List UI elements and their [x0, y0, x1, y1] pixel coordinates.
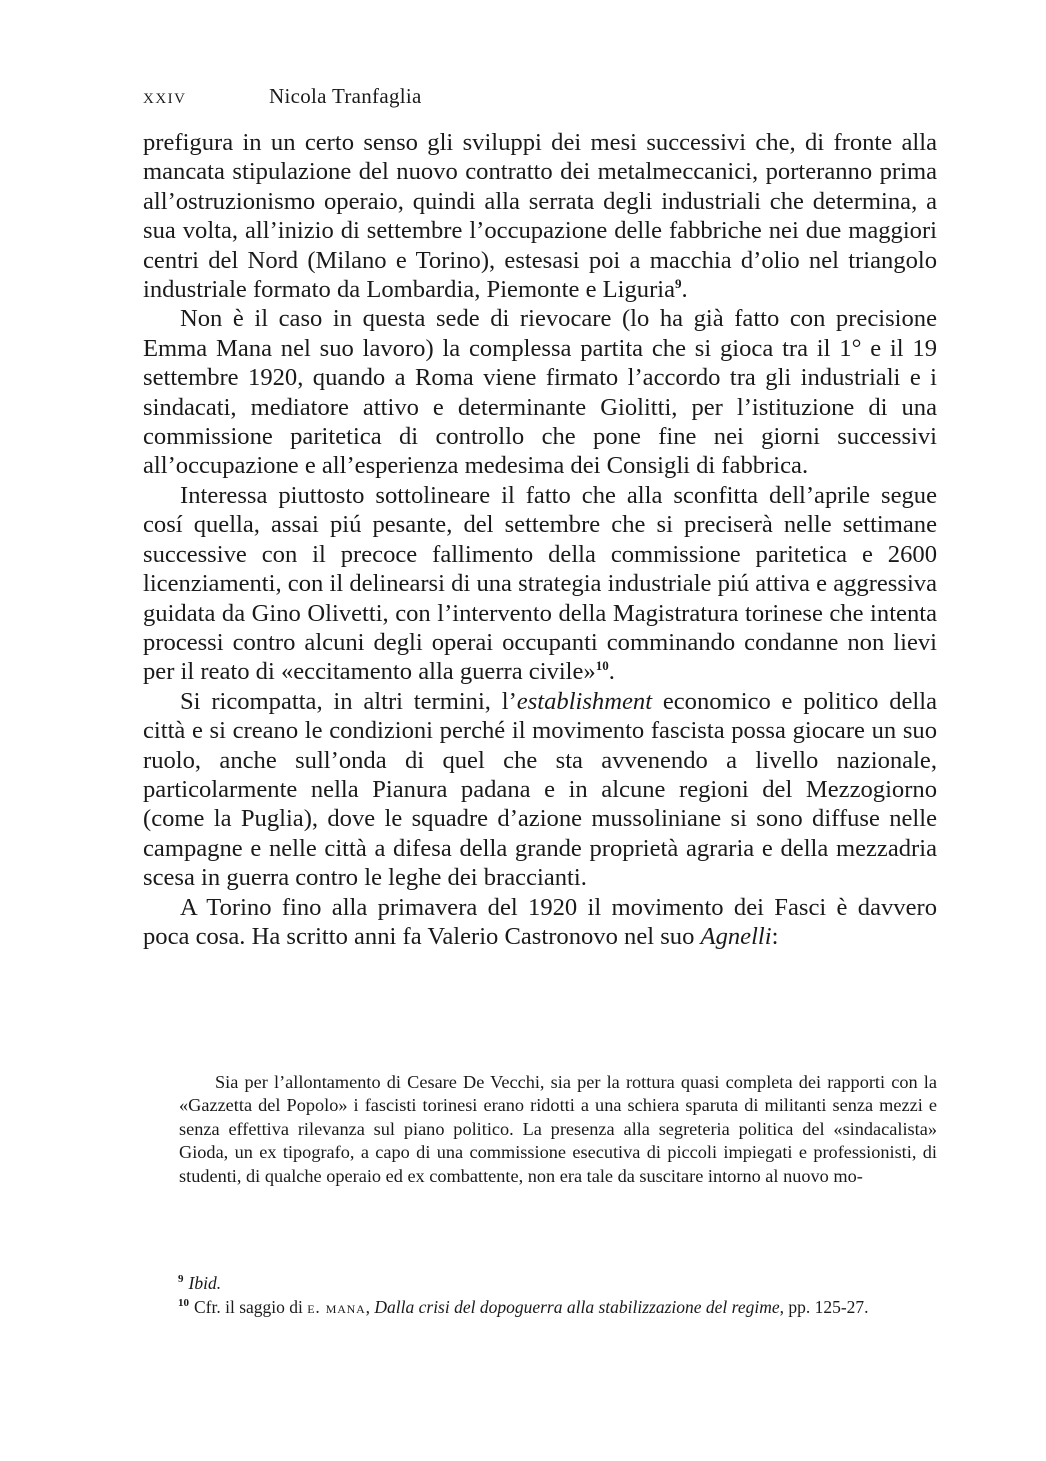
footnote-10	[178, 1296, 938, 1320]
block-quote	[179, 1071, 937, 1188]
footnote-10-before: Cfr. il saggio di	[194, 1296, 308, 1317]
footnote-9-mark: 9	[178, 1273, 184, 1286]
footnote-10-after: , pp. 125-27.	[779, 1296, 869, 1317]
paragraph-3-tail: .	[608, 658, 615, 686]
footnote-ref-9: 9	[675, 275, 682, 291]
paragraph-4-emphasis: establishment	[516, 687, 653, 715]
paragraph-2-text: Non è il caso in questa sede di rievocare (lo ha già fatto con precisione Emma Mana nel suo lavoro) la complessa partita che si gioca tra il 1° e il 19 settembre 1920, quando a Roma viene firmato l’accordo tra gli industriali e i sindacati, mediatore attivo e determinante Giolitti, per l’istituzione di una commissione paritetica di controllo che pone fine nei giorni successivi all’occupazione e all’esperienza medesima dei Consigli di fabbrica.	[143, 305, 937, 480]
paragraph-4-before: Si ricompatta, in altri termini, l’	[180, 687, 517, 715]
running-header	[143, 84, 422, 109]
page-number: xxiv	[143, 84, 187, 108]
footnote-10-title: Dalla crisi del dopoguerra alla stabilizzazione del regime	[374, 1296, 780, 1317]
paragraph-1-text: prefigura in un certo senso gli sviluppi dei mesi successivi che, di fronte alla mancata stipulazione del nuovo contratto dei metalmeccanici, porteranno prima all’ostruzionismo operaio, quindi alla serrata degli industriali che determina, a sua volta, all’inizio di settembre l’occupazione delle fabbriche nei due maggiori centri del Nord (Milano e Torino), estesasi poi a macchia d’olio nel triangolo industriale formato da Lombardia, Piemonte e Liguria	[143, 129, 937, 304]
paragraph-4	[143, 687, 937, 893]
paragraph-5	[143, 893, 937, 952]
footnotes	[178, 1272, 938, 1319]
paragraph-3	[143, 481, 937, 687]
block-quote-text: Sia per l’allontamento di Cesare De Vecchi, sia per la rottura quasi completa dei rapporti con la «Gazzetta del Popolo» i fascisti torinesi erano ridotti a una schiera sparuta di militanti senza mezzi e senza effettiva rilevanza sul piano politico. La presenza alla segreteria politica del «sindacalista» Gioda, un ex tipografo, a capo di una commissione esecutiva di piccoli impiegati e professionisti, di studenti, di qualche operaio ed ex combattente, non era tale da suscitare intorno al nuovo mo-	[179, 1072, 937, 1186]
footnote-ref-10: 10	[595, 658, 609, 674]
footnote-10-author: e. mana	[307, 1296, 366, 1317]
footnote-9-text: Ibid.	[188, 1273, 222, 1293]
paragraph-3-text: Interessa piuttosto sottolineare il fatto che alla sconfitta dell’aprile segue cosí quella, assai piú pesante, del settembre che si preciserà nelle settimane successive con il precoce fallimento della commissione paritetica e 2600 licenziamenti, con il delinearsi di una strategia industriale piú attiva e aggressiva guidata da Gino Olivetti, con l’intervento della Magistratura torinese che intenta processi contro alcuni degli operai occupanti comminando condanne non lievi per il reato di «eccitamento alla guerra civile»	[143, 481, 937, 686]
paragraph-1	[143, 128, 937, 304]
footnote-10-comma: ,	[365, 1296, 375, 1317]
paragraph-5-before: A Torino fino alla primavera del 1920 il movimento dei Fasci è davvero poca cosa. Ha scritto anni fa Valerio Castronovo nel suo	[143, 893, 937, 950]
body-text	[143, 128, 937, 951]
paragraph-5-after: :	[771, 922, 779, 950]
paragraph-4-after: economico e politico della città e si creano le condizioni perché il movimento fascista possa giocare un suo ruolo, anche sull’onda di quel che sta avvenendo a livello nazionale, particolarmente nella Pianura padana e in alcune regioni del Mezzogiorno (come la Puglia), dove le squadre d’azione mussoliniane si sono diffuse nelle campagne e nelle città a difesa della grande proprietà agraria e della mezzadria scesa in guerra contro le leghe dei braccianti.	[143, 687, 938, 892]
paragraph-2	[143, 304, 937, 480]
paragraph-1-tail: .	[681, 276, 688, 304]
footnote-10-mark: 10	[178, 1296, 189, 1309]
paragraph-5-emphasis: Agnelli	[700, 922, 772, 950]
running-header-author: Nicola Tranfaglia	[269, 84, 422, 108]
footnote-9	[178, 1272, 938, 1296]
